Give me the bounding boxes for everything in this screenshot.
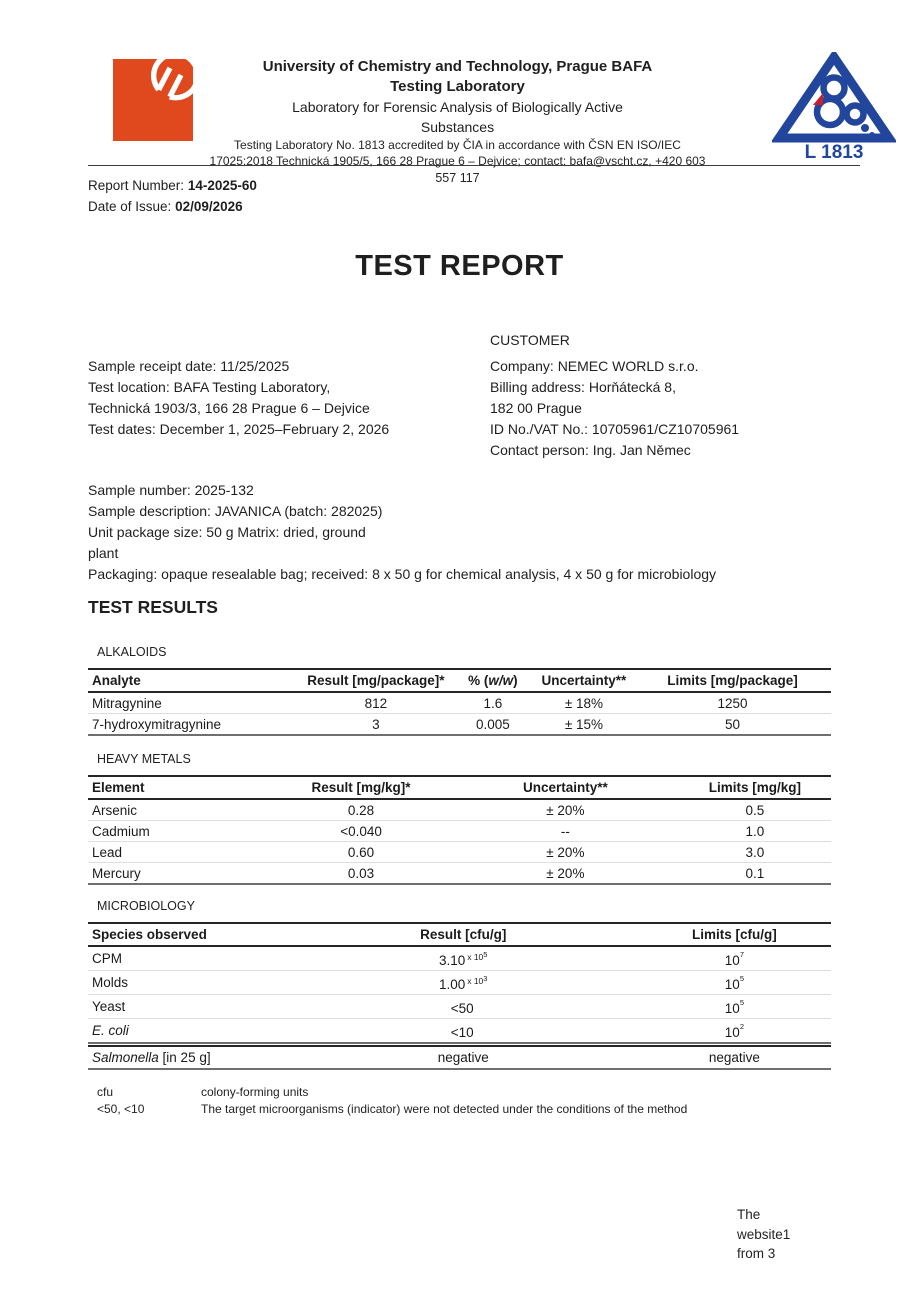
element-limit: 1.0 — [679, 821, 831, 842]
date-of-issue-value: 02/09/2026 — [175, 198, 243, 214]
analyte-result: 3 — [300, 714, 452, 736]
footnote-description: colony-forming units — [201, 1085, 309, 1099]
phone-tail: 557 117 — [435, 171, 480, 185]
species-result: <50 — [289, 995, 638, 1019]
sample-block — [88, 480, 788, 585]
microbiology-header-row — [88, 923, 831, 946]
customer-block — [490, 356, 830, 461]
element-uncertainty: ± 20% — [452, 842, 679, 863]
page-title: TEST REPORT — [355, 250, 564, 282]
footer-line: from 3 — [737, 1246, 776, 1261]
species-result: 1.00 $^{x 103}$ — [289, 971, 638, 995]
org-name-line2: Testing Laboratory — [390, 78, 525, 95]
uct-flask-icon — [113, 59, 193, 141]
microbiology-section-label: MICROBIOLOGY — [97, 899, 195, 913]
report-meta — [88, 176, 257, 217]
table-row — [88, 1046, 831, 1069]
alkaloids-header-row — [88, 669, 831, 692]
sample-matrix-cont: plant — [88, 545, 119, 561]
analyte-pct: 0.005 — [452, 714, 534, 736]
sample-package-matrix: Unit package size: 50 g Matrix: dried, ground — [88, 524, 366, 540]
table-row — [88, 714, 831, 736]
col-result-cfu: Result [cfu/g] — [289, 923, 638, 946]
col-limits-mg-package: Limits [mg/package] — [634, 669, 831, 692]
element-uncertainty: -- — [452, 821, 679, 842]
test-dates: Test dates: December 1, 2025–February 2, 2026 — [88, 421, 390, 437]
table-row — [88, 692, 831, 714]
element-uncertainty: ± 20% — [452, 863, 679, 885]
test-info-block — [88, 356, 483, 440]
species-name: Yeast — [88, 995, 289, 1019]
table-row — [88, 863, 831, 885]
sample-packaging: Packaging: opaque resealable bag; received: 8 x 50 g for chemical analysis, 4 x 50 g for microbiology — [88, 566, 717, 582]
cia-accreditation-mark — [772, 52, 896, 162]
customer-city: 182 00 Prague — [490, 400, 582, 416]
analyte-limit: 50 — [634, 714, 831, 736]
col-limits-mg-kg: Limits [mg/kg] — [679, 776, 831, 799]
element-limit: 0.5 — [679, 799, 831, 821]
species-name: Molds — [88, 971, 289, 995]
alkaloids-section-label: ALKALOIDS — [97, 645, 167, 659]
species-limit: $10^7$ — [638, 946, 831, 971]
sample-description: Sample description: JAVANICA (batch: 282025) — [88, 503, 383, 519]
table-row — [88, 799, 831, 821]
table-row — [88, 821, 831, 842]
uct-prague-logo — [113, 59, 193, 141]
species-result: <10 — [289, 1019, 638, 1044]
species-limit: $10^5$ — [638, 971, 831, 995]
analyte-result: 812 — [300, 692, 452, 714]
species-name: E. coli — [88, 1019, 289, 1044]
heavy-metals-section-label: HEAVY METALS — [97, 752, 191, 766]
dept-line1: Laboratory for Forensic Analysis of Biologically Active — [292, 99, 623, 115]
accreditation-line2: 17025:2018 Technická 1905/5, 166 28 Prague 6 – Dejvice; contact: bafa@vscht.cz, +420 603 — [209, 154, 706, 168]
col-uncertainty: Uncertainty** — [452, 776, 679, 799]
accreditation-line1: Testing Laboratory No. 1813 accredited by ČIA in accordance with ČSN EN ISO/IEC — [234, 138, 681, 152]
table-row — [88, 995, 831, 1019]
species-limit: $10^5$ — [638, 995, 831, 1019]
analyte-name: 7-hydroxymitragynine — [88, 714, 300, 736]
org-name-line1: University of Chemistry and Technology, Prague BAFA — [262, 58, 653, 75]
customer-id-vat: ID No./VAT No.: 10705961/CZ10705961 — [490, 421, 740, 437]
report-number-row — [88, 176, 257, 197]
element-name: Lead — [88, 842, 270, 863]
heavy-metals-header-row — [88, 776, 831, 799]
col-result-mg-package: Result [mg/package]* — [300, 669, 452, 692]
element-name: Mercury — [88, 863, 270, 885]
col-uncertainty: Uncertainty** — [534, 669, 634, 692]
element-name: Cadmium — [88, 821, 270, 842]
page-footer — [737, 1205, 790, 1264]
test-results-heading: TEST RESULTS — [88, 597, 218, 617]
table-row — [88, 946, 831, 971]
col-result-mg-kg: Result [mg/kg]* — [270, 776, 452, 799]
col-element: Element — [88, 776, 270, 799]
customer-contact-person: Contact person: Ing. Jan Němec — [490, 442, 691, 458]
date-of-issue-row — [88, 197, 257, 218]
customer-heading: CUSTOMER — [490, 332, 570, 348]
element-uncertainty: ± 20% — [452, 799, 679, 821]
species-limit: $10^2$ — [638, 1019, 831, 1044]
analyte-uncertainty: ± 15% — [534, 714, 634, 736]
table-row — [88, 1019, 831, 1044]
letterhead — [195, 57, 720, 169]
analyte-name: Mitragynine — [88, 692, 300, 714]
sample-receipt-date: Sample receipt date: 11/25/2025 — [88, 358, 290, 374]
test-location-line1: Test location: BAFA Testing Laboratory, — [88, 379, 331, 395]
salmonella-table — [88, 1045, 831, 1070]
salmonella-name: Salmonella [in 25 g] — [88, 1046, 289, 1069]
footnotes — [97, 1084, 687, 1118]
footnote-term: <50, <10 — [97, 1102, 145, 1116]
test-location-line2: Technická 1903/3, 166 28 Prague 6 – Dejvice — [88, 400, 370, 416]
element-result: 0.60 — [270, 842, 452, 863]
footer-line: website1 — [737, 1226, 791, 1242]
analyte-pct: 1.6 — [452, 692, 534, 714]
report-number-label: Report Number: — [88, 178, 185, 193]
element-limit: 3.0 — [679, 842, 831, 863]
species-name: CPM — [88, 946, 289, 971]
element-result: 0.28 — [270, 799, 452, 821]
col-species: Species observed — [88, 923, 289, 946]
element-name: Arsenic — [88, 799, 270, 821]
report-number-value: 14-2025-60 — [187, 178, 257, 193]
footnote-description: The target microorganisms (indicator) were not detected under the conditions of the method — [201, 1102, 688, 1116]
customer-billing-address: Billing address: Horňátecká 8, — [490, 379, 676, 395]
microbiology-table — [88, 922, 831, 1044]
table-row — [88, 971, 831, 995]
date-of-issue-label: Date of Issue: — [88, 198, 172, 214]
alkaloids-table — [88, 668, 831, 736]
cia-triangle-icon — [772, 52, 896, 162]
salmonella-limit: negative — [638, 1046, 831, 1069]
element-result: <0.040 — [270, 821, 452, 842]
analyte-limit: 1250 — [634, 692, 831, 714]
cia-mark-label: L 1813 — [804, 142, 864, 162]
header-divider — [88, 165, 860, 166]
salmonella-result: negative — [289, 1046, 638, 1069]
customer-company: Company: NEMEC WORLD s.r.o. — [490, 358, 699, 374]
heavy-metals-table — [88, 775, 831, 885]
footer-line: The — [737, 1207, 761, 1222]
footnote-term: cfu — [97, 1085, 114, 1099]
element-limit: 0.1 — [679, 863, 831, 885]
col-pct-ww: % (w/w) — [452, 669, 534, 692]
species-result: 3.10 $^{x 105}$ — [289, 946, 638, 971]
col-analyte: Analyte — [88, 669, 300, 692]
dept-line2: Substances — [420, 119, 495, 135]
analyte-uncertainty: ± 18% — [534, 692, 634, 714]
table-row — [88, 842, 831, 863]
element-result: 0.03 — [270, 863, 452, 885]
col-limits-cfu: Limits [cfu/g] — [638, 923, 831, 946]
sample-number: Sample number: 2025-132 — [88, 482, 254, 498]
